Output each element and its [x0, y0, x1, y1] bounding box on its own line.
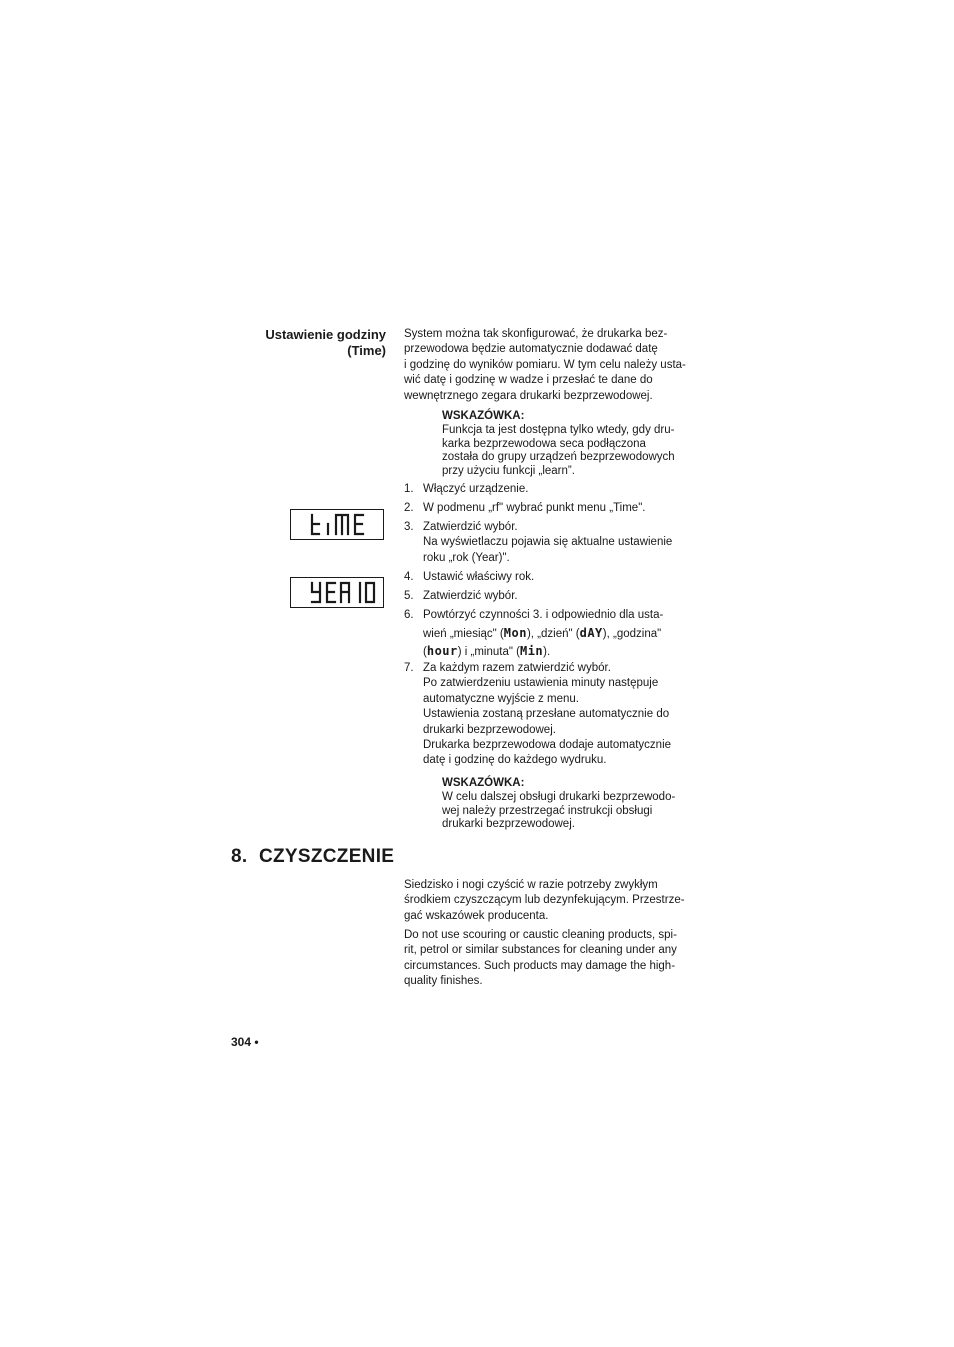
- step6-text-e: ) i „minuta" (: [457, 646, 520, 658]
- section-heading-line2: (Time): [347, 343, 386, 358]
- cleaning-line: quality finishes.: [404, 975, 483, 988]
- section-heading: [200, 327, 386, 359]
- cleaning-line: Siedzisko i nogi czyścić w razie potrzeby zwykłym: [404, 879, 658, 891]
- step-text: Ustawić właściwy rok.: [423, 571, 535, 583]
- step-number: 4.: [404, 571, 414, 583]
- step-subtext: datę i godzinę do każdego wydruku.: [423, 754, 607, 767]
- step-subtext: drukarki bezprzewodowej.: [423, 723, 556, 736]
- intro-line: i godzinę do wyników pomiaru. W tym celu należy usta-: [404, 358, 686, 371]
- intro-line: przewodowa będzie automatycznie dodawać datę: [404, 343, 658, 356]
- note-line: Funkcja ta jest dostępna tylko wtedy, gdy dru-: [442, 423, 675, 436]
- day-segment-icon: dAY: [579, 625, 603, 640]
- step-text: Włączyć urządzenie.: [423, 483, 529, 495]
- cleaning-line: Do not use scouring or caustic cleaning products, spi-: [404, 929, 677, 941]
- step-item: [404, 501, 696, 516]
- intro-line: wić datę i godzinę w wadze i przesłać te dane do: [404, 374, 653, 387]
- step-subtext: [423, 643, 696, 662]
- note-line: została do grupy urządzeń bezprzewodowych: [442, 451, 675, 464]
- step-number: 2.: [404, 502, 414, 514]
- chapter-title: CZYSZCZENIE: [259, 846, 395, 867]
- lcd-display-time: [290, 509, 384, 540]
- step6-text-b: ), „dzień" (: [526, 627, 580, 640]
- note-line: przy użyciu funkcji „learn”.: [442, 465, 575, 478]
- note-line: W celu dalszej obsługi drukarki bezprzewodo-: [442, 790, 676, 803]
- cleaning-paragraph-1: [404, 878, 696, 924]
- step6-text-d: (: [423, 646, 427, 658]
- step-subtext: Po zatwierdzeniu ustawienia minuty następuje: [423, 677, 659, 690]
- step-text: Powtórzyć czynności 3. i odpowiednio dla usta-: [423, 609, 664, 621]
- minute-segment-icon: Min: [519, 644, 544, 658]
- page-number: 304 •: [231, 1035, 259, 1049]
- month-segment-icon: Mon: [503, 625, 527, 640]
- intro-line: wewnętrznego zegara drukarki bezprzewodowej.: [404, 389, 653, 402]
- hour-segment-icon: hour: [426, 644, 458, 658]
- intro-line: System można tak skonfigurować, że drukarka bez-: [404, 328, 668, 340]
- note-box: [442, 777, 702, 832]
- step-item: [404, 607, 696, 662]
- step-subtext: Drukarka bezprzewodowa dodaje automatycznie: [423, 739, 672, 752]
- step-text: Za każdym razem zatwierdzić wybór.: [423, 662, 611, 674]
- step-item: [404, 482, 696, 497]
- step-item: [404, 661, 696, 769]
- section-heading-line1: Ustawienie godziny: [265, 327, 386, 342]
- note-title: WSKAZÓWKA:: [442, 410, 525, 422]
- chapter-number: 8.: [231, 846, 248, 867]
- step-item: [404, 589, 696, 604]
- lcd-display-year: [290, 577, 384, 608]
- step-subtext: automatyczne wyjście z menu.: [423, 692, 579, 705]
- step-subtext: Na wyświetlaczu pojawia się aktualne ustawienie: [423, 536, 673, 549]
- step-text: Zatwierdzić wybór.: [423, 521, 518, 533]
- lcd-year-segments-icon: [291, 578, 383, 607]
- step-text: W podmenu „rf" wybrać punkt menu „Time".: [423, 502, 646, 514]
- note-box: [442, 410, 702, 479]
- step-number: 7.: [404, 662, 414, 674]
- step-subtext: Ustawienia zostaną przesłane automatycznie do: [423, 708, 670, 721]
- step-number: 5.: [404, 590, 414, 602]
- intro-paragraph: [404, 327, 696, 404]
- lcd-time-segments-icon: [291, 510, 383, 539]
- step6-text-a: wień „miesiąc" (: [423, 627, 504, 640]
- step-number: 6.: [404, 609, 414, 621]
- step-subtext: [423, 625, 696, 644]
- step-number: 3.: [404, 521, 414, 533]
- step6-text-f: ).: [543, 646, 551, 658]
- chapter-heading: [231, 846, 394, 868]
- cleaning-paragraph-2: [404, 928, 696, 990]
- cleaning-line: gać wskazówek producenta.: [404, 909, 549, 922]
- step-text: Zatwierdzić wybór.: [423, 590, 518, 602]
- step-item: [404, 570, 696, 585]
- note-line: karka bezprzewodowa seca podłączona: [442, 437, 646, 450]
- step6-text-c: ), „godzina": [602, 627, 662, 640]
- note-title: WSKAZÓWKA:: [442, 777, 525, 789]
- note-line: wej należy przestrzegać instrukcji obsługi: [442, 804, 653, 817]
- step-subtext: roku „rok (Year)".: [423, 551, 510, 564]
- step-number: 1.: [404, 483, 414, 495]
- step-item: [404, 520, 696, 566]
- note-line: drukarki bezprzewodowej.: [442, 818, 575, 831]
- cleaning-line: circumstances. Such products may damage the high-: [404, 959, 676, 972]
- cleaning-line: rit, petrol or similar substances for cleaning under any: [404, 944, 677, 957]
- cleaning-line: środkiem czyszczącym lub dezynfekującym. Przestrze-: [404, 894, 685, 907]
